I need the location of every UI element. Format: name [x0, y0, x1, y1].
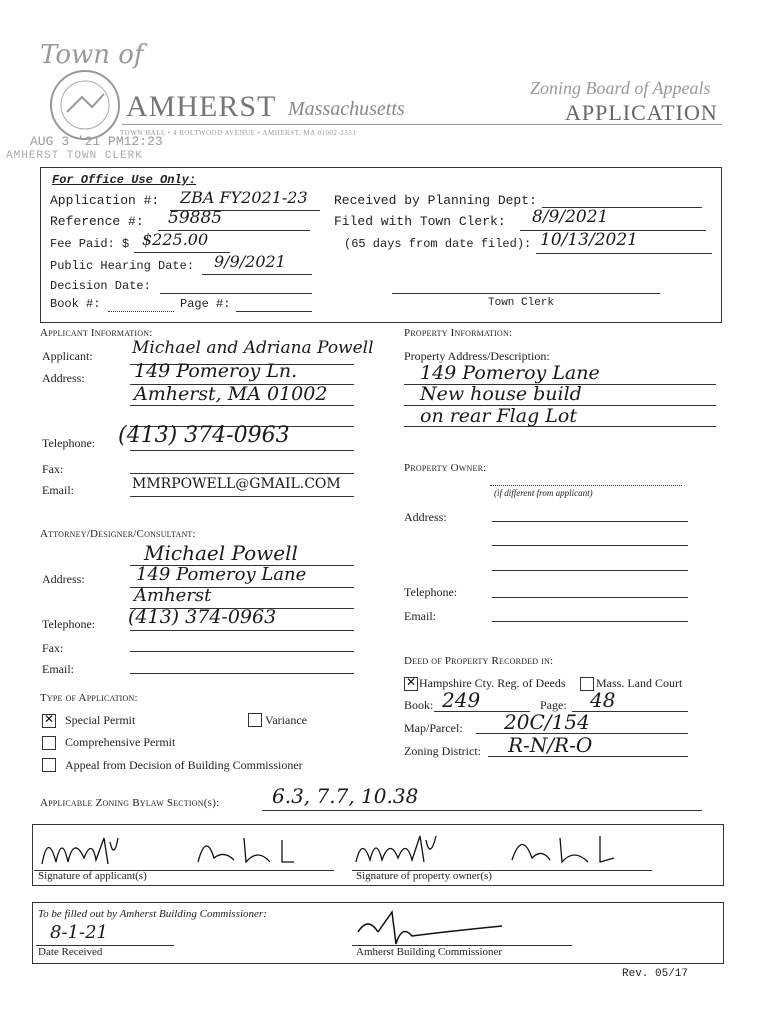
filed-value: 8/9/2021	[532, 207, 609, 227]
page-label: Page #:	[180, 297, 231, 311]
applicant-signature-label: Signature of applicant(s)	[38, 870, 147, 882]
owner-note: (if different from applicant)	[494, 488, 593, 498]
appeal-checkbox[interactable]	[42, 758, 56, 772]
applicant-signature	[38, 828, 308, 875]
received-stamp-clerk: AMHERST TOWN CLERK	[6, 150, 143, 162]
land-court-label: Mass. Land Court	[596, 676, 683, 690]
revision-text: Rev. 05/17	[622, 968, 689, 980]
property-line1: 149 Pomeroy Lane	[420, 362, 600, 384]
owner-email-label: Email:	[404, 609, 436, 623]
owner-signature-label: Signature of property owner(s)	[356, 870, 492, 882]
deed-book-label: Book:	[404, 698, 434, 712]
applicant-section-title: Applicant Information:	[40, 327, 153, 339]
office-use-title: For Office Use Only:	[52, 173, 197, 187]
commissioner-date-value: 8-1-21	[50, 922, 108, 943]
bylaw-value: 6.3, 7.7, 10.38	[272, 784, 419, 808]
applicant-address-label: Address:	[42, 371, 85, 385]
variance-label: Variance	[265, 713, 307, 727]
book-label: Book #:	[50, 297, 101, 311]
received-stamp-date: AUG 3 '21 PM12:23	[30, 134, 163, 149]
commissioner-signature-label: Amherst Building Commissioner	[356, 946, 503, 958]
commissioner-date-label: Date Received	[38, 946, 103, 958]
hearing-label: Public Hearing Date:	[50, 259, 195, 273]
town-name: AMHERST	[126, 90, 277, 123]
received-label: Received by Planning Dept:	[334, 193, 537, 208]
applicant-signature-scribble	[38, 828, 308, 870]
type-section-title: Type of Application:	[40, 692, 138, 704]
town-clerk-label: Town Clerk	[488, 297, 555, 309]
property-line3: on rear Flag Lot	[420, 405, 577, 427]
special-permit-label: Special Permit	[65, 713, 136, 727]
town-of-text: Town of	[40, 40, 144, 70]
application-value: ZBA FY2021-23	[180, 188, 308, 207]
map-parcel-value: 20C/154	[504, 710, 590, 734]
applicant-telephone-label: Telephone:	[42, 436, 96, 450]
applicant-value: Michael and Adriana Powell	[132, 338, 374, 358]
bylaw-label: Applicable Zoning Bylaw Section(s):	[40, 797, 220, 809]
applicant-address-line1: 149 Pomeroy Ln.	[134, 360, 298, 382]
attorney-name-value: Michael Powell	[144, 541, 298, 565]
hampshire-checkbox[interactable]	[404, 677, 418, 691]
owner-telephone-label: Telephone:	[404, 585, 458, 599]
application-label: Application #:	[50, 193, 160, 208]
applicant-email-label: Email:	[42, 483, 74, 497]
variance-checkbox[interactable]	[248, 713, 262, 727]
days-value: 10/13/2021	[540, 230, 638, 250]
comprehensive-permit-checkbox[interactable]	[42, 736, 56, 750]
owner-section-title: Property Owner:	[404, 462, 487, 474]
attorney-email-label: Email:	[42, 662, 74, 676]
zoning-district-label: Zoning District:	[404, 744, 481, 758]
days-label: (65 days from date filed):	[344, 237, 532, 251]
applicant-address-line2: Amherst, MA 01002	[134, 383, 328, 405]
attorney-address-line2: Amherst	[134, 585, 212, 606]
owner-address-label: Address:	[404, 510, 447, 524]
map-parcel-label: Map/Parcel:	[404, 721, 463, 735]
reference-value: 59885	[168, 208, 223, 228]
property-address-label: Property Address/Description:	[404, 349, 550, 363]
reference-label: Reference #:	[50, 214, 144, 229]
state-name: Massachusetts	[288, 98, 405, 120]
hampshire-label: Hampshire Cty. Reg. of Deeds	[419, 676, 566, 690]
special-permit-checkbox[interactable]	[42, 714, 56, 728]
attorney-telephone-label: Telephone:	[42, 617, 96, 631]
commissioner-title: To be filled out by Amherst Building Commissioner:	[38, 908, 267, 920]
seal-icon	[52, 72, 118, 138]
filed-label: Filed with Town Clerk:	[334, 214, 506, 229]
fee-value: $225.00	[142, 230, 209, 249]
property-section-title: Property Information:	[404, 327, 513, 339]
attorney-fax-label: Fax:	[42, 641, 64, 655]
header-rule	[122, 124, 722, 125]
owner-signature	[352, 828, 622, 875]
applicant-label: Applicant:	[42, 349, 93, 363]
decision-label: Decision Date:	[50, 279, 151, 293]
board-name: Zoning Board of Appeals	[530, 78, 711, 98]
deed-page-label: Page:	[540, 698, 567, 712]
attorney-section-title: Attorney/Designer/Consultant:	[40, 528, 196, 540]
zoning-district-value: R-N/R-O	[508, 733, 593, 757]
comprehensive-permit-label: Comprehensive Permit	[65, 735, 176, 749]
owner-signature-scribble	[352, 828, 622, 870]
fee-label: Fee Paid: $	[50, 237, 130, 251]
applicant-fax-label: Fax:	[42, 462, 64, 476]
commissioner-signature-scribble	[352, 906, 512, 948]
town-seal	[50, 70, 120, 140]
address-line: TOWN HALL • 4 BOLTWOOD AVENUE • AMHERST, MA 01002-2351	[120, 129, 357, 137]
hearing-value: 9/9/2021	[214, 252, 286, 271]
appeal-label: Appeal from Decision of Building Commissioner	[65, 758, 303, 772]
applicant-telephone-value: (413) 374-0963	[118, 423, 290, 448]
deed-section-title: Deed of Property Recorded in:	[404, 655, 554, 667]
attorney-address-line1: 149 Pomeroy Lane	[136, 564, 307, 585]
attorney-telephone-value: (413) 374-0963	[128, 606, 277, 628]
property-line2: New house build	[420, 383, 582, 405]
doc-type: APPLICATION	[565, 100, 718, 125]
deed-book-value: 249	[442, 688, 481, 712]
deed-page-value: 48	[590, 688, 616, 712]
applicant-email-value: MMRPOWELL@GMAIL.COM	[132, 476, 341, 492]
attorney-address-label: Address:	[42, 572, 85, 586]
